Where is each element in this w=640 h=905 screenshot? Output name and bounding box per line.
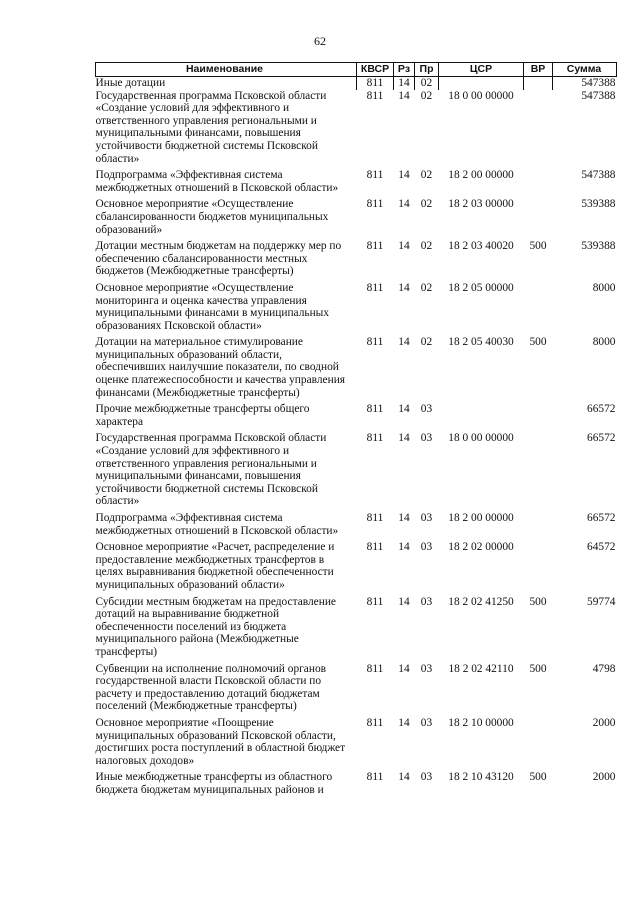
- header-sum: Сумма: [553, 63, 617, 77]
- cell-csr: 18 2 03 40020: [448, 240, 514, 253]
- cell-kvsr: 811: [366, 281, 384, 294]
- table-row: [96, 169, 617, 198]
- cell-kvsr: 811: [366, 240, 384, 253]
- cell-name: Государственная программа Псковской области «Создание условий для эффективного и ответственного управления региональными и муниципальными финансами, повышения устойчивости бюджетной системы Псковской области»: [95, 89, 327, 165]
- cell-csr: [439, 77, 524, 90]
- cell-vr: [524, 541, 553, 595]
- cell-vr: [524, 512, 553, 541]
- cell-rz: 14: [398, 240, 410, 253]
- cell-sum: 59774: [587, 595, 616, 608]
- cell-kvsr: 811: [366, 403, 384, 416]
- cell-sum: 8000: [592, 281, 616, 294]
- cell-pr: 03: [420, 595, 433, 608]
- cell-pr: 03: [420, 771, 433, 784]
- cell-csr: 18 0 00 00000: [448, 89, 514, 102]
- cell-name: Субвенции на исполнение полномочий органов государственной власти Псковской области по расчету и предоставлению дотаций бюджетам поселений (Межбюджетные трансферты): [95, 662, 327, 713]
- page-number: 62: [314, 34, 326, 48]
- cell-sum: 539388: [581, 198, 616, 211]
- cell-rz: 14: [398, 716, 410, 729]
- cell-vr: 500: [529, 240, 547, 253]
- cell-name: Основное мероприятие «Осуществление сбалансированности бюджетов муниципальных образований»: [95, 198, 329, 236]
- cell-csr: 18 2 05 40030: [448, 336, 514, 349]
- cell-name: Подпрограмма «Эффективная система межбюджетных отношений в Псковской области»: [95, 169, 339, 194]
- table-row: [96, 663, 617, 717]
- cell-csr: 18 2 03 00000: [448, 198, 514, 211]
- cell-pr: 03: [420, 716, 433, 729]
- cell-vr: 500: [529, 595, 547, 608]
- cell-csr: 18 0 00 00000: [448, 432, 514, 445]
- cell-rz: 14: [398, 198, 410, 211]
- cell-csr: 18 2 00 00000: [448, 512, 514, 524]
- cell-kvsr: 811: [366, 89, 384, 102]
- cell-sum: 8000: [592, 336, 616, 349]
- cell-kvsr: 811: [366, 595, 384, 608]
- header-pr: Пр: [415, 63, 439, 77]
- cell-rz: 14: [398, 281, 410, 294]
- table-row: [96, 512, 617, 541]
- table-row: [96, 282, 617, 336]
- cell-sum: 547388: [581, 169, 616, 182]
- cell-rz: 14: [394, 77, 415, 90]
- cell-pr: 02: [420, 336, 433, 349]
- cell-csr: 18 2 10 43120: [448, 771, 514, 784]
- cell-sum: 539388: [581, 240, 616, 253]
- cell-pr: 03: [420, 512, 433, 524]
- cell-csr: [439, 403, 524, 432]
- table-row: [96, 198, 617, 240]
- cell-pr: 02: [415, 77, 439, 90]
- table-row: [96, 432, 617, 512]
- cell-vr: [524, 169, 553, 198]
- cell-pr: 03: [420, 541, 433, 554]
- cell-sum: 2000: [592, 771, 616, 784]
- cell-csr: 18 2 05 00000: [448, 281, 514, 294]
- cell-rz: 14: [398, 541, 410, 554]
- cell-name: Дотации местным бюджетам на поддержку мер по обеспечению сбалансированности местных бюджетов (Межбюджетные трансферты): [95, 240, 342, 278]
- table-row: [96, 90, 617, 170]
- cell-name: Субсидии местным бюджетам на предоставление дотаций на выравнивание бюджетной обеспеченности поселений из бюджета муниципального района (Межбюджетные трансферты): [95, 595, 336, 658]
- cell-sum: 66572: [587, 432, 616, 445]
- table-row: [96, 771, 617, 800]
- table-header-row: [96, 63, 617, 77]
- cell-vr: 500: [529, 771, 547, 784]
- cell-rz: 14: [398, 89, 410, 102]
- budget-table: [95, 62, 617, 800]
- cell-csr: 18 2 10 00000: [448, 716, 514, 729]
- cell-vr: [524, 90, 553, 170]
- cell-rz: 14: [398, 662, 410, 675]
- cell-csr: 18 2 02 00000: [448, 541, 514, 554]
- cell-rz: 14: [398, 169, 410, 182]
- cell-vr: [524, 77, 553, 90]
- cell-pr: 03: [420, 432, 433, 445]
- table-body: [96, 77, 617, 801]
- cell-kvsr: 811: [357, 77, 394, 90]
- cell-kvsr: 811: [366, 198, 384, 211]
- cell-rz: 14: [398, 403, 410, 416]
- header-kvsr: КВСР: [357, 63, 394, 77]
- header-vr: ВР: [524, 63, 553, 77]
- cell-name: Основное мероприятие «Расчет, распределение и предоставление межбюджетных трансфертов в целях выравнивания бюджетной обеспеченности муниципальных образований области»: [95, 541, 335, 591]
- cell-pr: 02: [420, 198, 433, 211]
- table-row: [96, 240, 617, 282]
- cell-pr: 02: [420, 169, 433, 182]
- header-csr: ЦСР: [439, 63, 524, 77]
- cell-kvsr: 811: [366, 512, 384, 524]
- cell-rz: 14: [398, 432, 410, 445]
- cell-kvsr: 811: [366, 716, 384, 729]
- table-row: [96, 336, 617, 403]
- table-row: [96, 541, 617, 595]
- cell-vr: [524, 432, 553, 512]
- cell-kvsr: 811: [366, 662, 384, 675]
- cell-name: Основное мероприятие «Осуществление мониторинга и оценка качества управления муниципальными финансами в муниципальных образованиях Псковской области»: [95, 281, 330, 332]
- cell-name: Иные межбюджетные трансферты из областного бюджета бюджетам муниципальных районов и: [95, 771, 333, 796]
- cell-sum: 547388: [581, 89, 616, 102]
- header-name: Наименование: [96, 63, 357, 77]
- cell-kvsr: 811: [366, 336, 384, 349]
- cell-sum: 66572: [587, 403, 616, 416]
- cell-kvsr: 811: [366, 432, 384, 445]
- header-rz: Рз: [394, 63, 415, 77]
- cell-kvsr: 811: [366, 771, 384, 784]
- cell-vr: [524, 403, 553, 432]
- cell-vr: [524, 198, 553, 240]
- cell-pr: 03: [420, 403, 433, 416]
- cell-vr: 500: [529, 662, 547, 675]
- cell-name: Иные дотации: [95, 77, 166, 89]
- cell-sum: 547388: [553, 77, 617, 90]
- cell-sum: 66572: [587, 512, 616, 524]
- cell-csr: 18 2 02 42110: [448, 662, 514, 675]
- cell-sum: 64572: [587, 541, 616, 554]
- cell-csr: 18 2 02 41250: [448, 595, 514, 608]
- cell-name: Прочие межбюджетные трансферты общего характера: [95, 403, 310, 428]
- cell-rz: 14: [398, 336, 410, 349]
- cell-name: Государственная программа Псковской области «Создание условий для эффективного и ответственного управления региональными и муниципальными финансами, повышения устойчивости бюджетной системы Псковской области»: [95, 432, 327, 508]
- cell-kvsr: 811: [366, 541, 384, 554]
- cell-name: Подпрограмма «Эффективная система межбюджетных отношений в Псковской области»: [95, 512, 339, 537]
- table-row: [96, 596, 617, 663]
- cell-name: Основное мероприятие «Поощрение муниципальных образований Псковской области, достигших роста поступлений в областной бюджет налоговых доходов»: [95, 716, 346, 767]
- cell-kvsr: 811: [366, 169, 384, 182]
- cell-sum: 2000: [592, 716, 616, 729]
- cell-rz: 14: [398, 595, 410, 608]
- cell-pr: 02: [420, 281, 433, 294]
- table-row: [96, 717, 617, 771]
- cell-sum: 4798: [592, 662, 616, 675]
- cell-csr: 18 2 00 00000: [448, 169, 514, 182]
- cell-vr: [524, 282, 553, 336]
- cell-pr: 02: [420, 89, 433, 102]
- table-row: [96, 403, 617, 432]
- cell-pr: 03: [420, 662, 433, 675]
- cell-name: Дотации на материальное стимулирование муниципальных образований области, обеспечивших наилучшие показатели, по сводной оценке платежеспособности и качества управления финансами (Межбюджетные трансферты): [95, 336, 346, 399]
- cell-vr: [524, 717, 553, 771]
- cell-pr: 02: [420, 240, 433, 253]
- table-row: [96, 77, 617, 90]
- cell-vr: 500: [529, 336, 547, 349]
- cell-rz: 14: [398, 771, 410, 784]
- cell-rz: 14: [398, 512, 410, 524]
